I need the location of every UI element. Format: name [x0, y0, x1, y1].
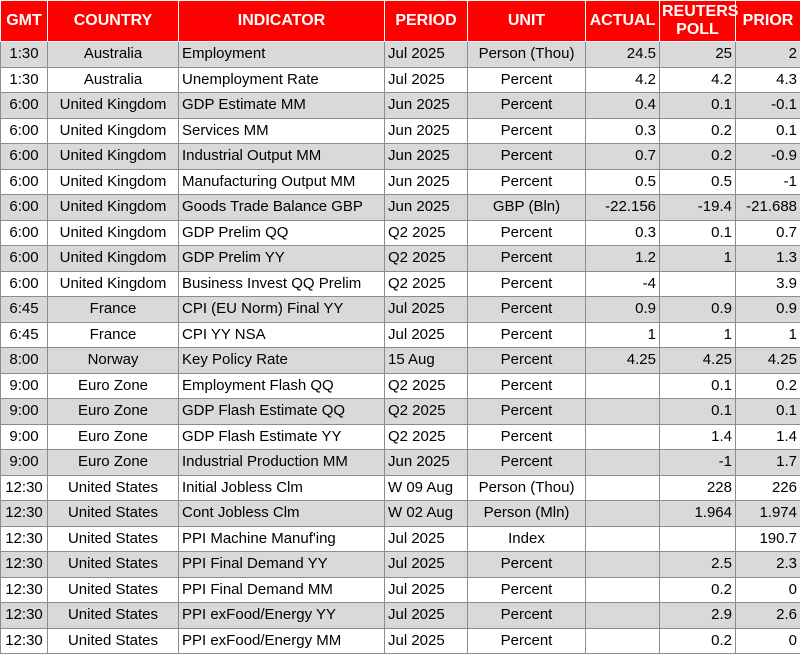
cell-gmt: 9:00 — [1, 373, 48, 399]
cell-unit: Percent — [468, 271, 586, 297]
cell-country: United States — [48, 603, 179, 629]
cell-reuters-poll: 1.4 — [660, 424, 736, 450]
cell-country: Euro Zone — [48, 450, 179, 476]
cell-indicator: CPI YY NSA — [179, 322, 385, 348]
cell-gmt: 6:00 — [1, 169, 48, 195]
cell-country: United States — [48, 475, 179, 501]
cell-country: United Kingdom — [48, 195, 179, 221]
table-row — [1, 271, 800, 297]
cell-country: Euro Zone — [48, 399, 179, 425]
cell-country: United Kingdom — [48, 169, 179, 195]
cell-country: United States — [48, 552, 179, 578]
cell-gmt: 6:00 — [1, 220, 48, 246]
cell-actual: -4 — [586, 271, 660, 297]
cell-prior: 4.3 — [736, 67, 800, 93]
cell-reuters-poll: 0.1 — [660, 373, 736, 399]
table-row — [1, 501, 800, 527]
cell-reuters-poll: 0.2 — [660, 144, 736, 170]
cell-country: Euro Zone — [48, 424, 179, 450]
cell-period: Jun 2025 — [385, 169, 468, 195]
table-row — [1, 628, 800, 654]
cell-reuters-poll: 1 — [660, 246, 736, 272]
cell-period: Jul 2025 — [385, 67, 468, 93]
table-body — [1, 42, 800, 654]
cell-indicator: PPI exFood/Energy YY — [179, 603, 385, 629]
cell-period: Jun 2025 — [385, 118, 468, 144]
cell-country: United States — [48, 501, 179, 527]
cell-reuters-poll: 0.2 — [660, 628, 736, 654]
header-prior: PRIOR — [736, 1, 800, 42]
cell-actual: 4.25 — [586, 348, 660, 374]
cell-period: Jul 2025 — [385, 297, 468, 323]
table-row — [1, 93, 800, 119]
cell-indicator: Industrial Output MM — [179, 144, 385, 170]
table-row — [1, 603, 800, 629]
cell-indicator: Goods Trade Balance GBP — [179, 195, 385, 221]
table-row — [1, 322, 800, 348]
cell-reuters-poll: 0.1 — [660, 399, 736, 425]
table-row — [1, 577, 800, 603]
cell-unit: GBP (Bln) — [468, 195, 586, 221]
cell-period: Jul 2025 — [385, 552, 468, 578]
cell-period: Jun 2025 — [385, 93, 468, 119]
cell-gmt: 12:30 — [1, 501, 48, 527]
cell-gmt: 6:00 — [1, 118, 48, 144]
cell-prior: 3.9 — [736, 271, 800, 297]
cell-gmt: 9:00 — [1, 399, 48, 425]
cell-reuters-poll: 0.5 — [660, 169, 736, 195]
cell-indicator: Employment Flash QQ — [179, 373, 385, 399]
cell-unit: Percent — [468, 297, 586, 323]
table-row — [1, 169, 800, 195]
table-row — [1, 246, 800, 272]
cell-unit: Person (Thou) — [468, 475, 586, 501]
cell-indicator: PPI Machine Manuf'ing — [179, 526, 385, 552]
cell-period: Jul 2025 — [385, 577, 468, 603]
cell-unit: Percent — [468, 169, 586, 195]
cell-actual — [586, 526, 660, 552]
header-actual: ACTUAL — [586, 1, 660, 42]
cell-prior: -0.1 — [736, 93, 800, 119]
cell-period: Q2 2025 — [385, 373, 468, 399]
cell-unit: Percent — [468, 220, 586, 246]
header-country: COUNTRY — [48, 1, 179, 42]
cell-country: United States — [48, 628, 179, 654]
cell-unit: Percent — [468, 348, 586, 374]
cell-reuters-poll: 228 — [660, 475, 736, 501]
cell-prior: 0.1 — [736, 118, 800, 144]
cell-reuters-poll: 4.25 — [660, 348, 736, 374]
cell-unit: Percent — [468, 450, 586, 476]
cell-reuters-poll: 0.2 — [660, 118, 736, 144]
cell-reuters-poll: 0.2 — [660, 577, 736, 603]
cell-actual — [586, 399, 660, 425]
cell-actual: 0.3 — [586, 118, 660, 144]
cell-country: Australia — [48, 42, 179, 68]
cell-actual: 0.3 — [586, 220, 660, 246]
cell-actual — [586, 450, 660, 476]
cell-prior: 2.6 — [736, 603, 800, 629]
cell-period: Q2 2025 — [385, 424, 468, 450]
cell-actual — [586, 373, 660, 399]
cell-actual: 1 — [586, 322, 660, 348]
cell-country: United Kingdom — [48, 271, 179, 297]
cell-period: Jun 2025 — [385, 144, 468, 170]
cell-reuters-poll: 2.9 — [660, 603, 736, 629]
cell-reuters-poll — [660, 271, 736, 297]
cell-indicator: GDP Prelim QQ — [179, 220, 385, 246]
cell-indicator: Industrial Production MM — [179, 450, 385, 476]
cell-country: Euro Zone — [48, 373, 179, 399]
cell-gmt: 12:30 — [1, 628, 48, 654]
cell-country: United Kingdom — [48, 220, 179, 246]
cell-gmt: 6:00 — [1, 246, 48, 272]
cell-reuters-poll: 25 — [660, 42, 736, 68]
header-reuters-poll-line1: REUTERS — [662, 3, 739, 20]
cell-prior: 0.2 — [736, 373, 800, 399]
cell-country: Norway — [48, 348, 179, 374]
cell-prior: 0 — [736, 577, 800, 603]
cell-country: United States — [48, 577, 179, 603]
table-row — [1, 220, 800, 246]
cell-unit: Person (Thou) — [468, 42, 586, 68]
cell-period: 15 Aug — [385, 348, 468, 374]
cell-country: Australia — [48, 67, 179, 93]
cell-reuters-poll: 0.1 — [660, 220, 736, 246]
header-gmt: GMT — [1, 1, 48, 42]
cell-reuters-poll: 1 — [660, 322, 736, 348]
cell-unit: Percent — [468, 93, 586, 119]
cell-indicator: GDP Flash Estimate QQ — [179, 399, 385, 425]
cell-gmt: 6:00 — [1, 144, 48, 170]
cell-indicator: GDP Estimate MM — [179, 93, 385, 119]
table-row — [1, 144, 800, 170]
table-row — [1, 42, 800, 68]
header-unit: UNIT — [468, 1, 586, 42]
cell-actual: 0.5 — [586, 169, 660, 195]
cell-unit: Percent — [468, 424, 586, 450]
header-reuters-poll-line2: POLL — [676, 21, 719, 38]
table-row — [1, 450, 800, 476]
cell-indicator: GDP Prelim YY — [179, 246, 385, 272]
cell-prior: 0.7 — [736, 220, 800, 246]
cell-country: United States — [48, 526, 179, 552]
cell-prior: 2 — [736, 42, 800, 68]
cell-reuters-poll: 4.2 — [660, 67, 736, 93]
cell-reuters-poll: 0.1 — [660, 93, 736, 119]
cell-unit: Percent — [468, 144, 586, 170]
cell-period: W 02 Aug — [385, 501, 468, 527]
cell-period: Jul 2025 — [385, 628, 468, 654]
table-row — [1, 195, 800, 221]
cell-period: Q2 2025 — [385, 220, 468, 246]
cell-prior: 1.3 — [736, 246, 800, 272]
cell-gmt: 6:45 — [1, 297, 48, 323]
cell-prior: 226 — [736, 475, 800, 501]
cell-gmt: 9:00 — [1, 424, 48, 450]
cell-actual: 24.5 — [586, 42, 660, 68]
header-period: PERIOD — [385, 1, 468, 42]
cell-period: Jul 2025 — [385, 526, 468, 552]
cell-actual: 4.2 — [586, 67, 660, 93]
cell-unit: Percent — [468, 322, 586, 348]
table-header — [1, 1, 800, 42]
cell-unit: Percent — [468, 628, 586, 654]
cell-prior: 1.974 — [736, 501, 800, 527]
cell-indicator: PPI exFood/Energy MM — [179, 628, 385, 654]
cell-actual — [586, 424, 660, 450]
table-row — [1, 373, 800, 399]
cell-country: United Kingdom — [48, 93, 179, 119]
cell-prior: 1.4 — [736, 424, 800, 450]
table-row — [1, 67, 800, 93]
cell-period: W 09 Aug — [385, 475, 468, 501]
cell-actual — [586, 475, 660, 501]
cell-actual — [586, 501, 660, 527]
cell-period: Jun 2025 — [385, 450, 468, 476]
cell-actual — [586, 628, 660, 654]
cell-reuters-poll: 2.5 — [660, 552, 736, 578]
table-row — [1, 552, 800, 578]
cell-gmt: 6:00 — [1, 271, 48, 297]
cell-unit: Percent — [468, 118, 586, 144]
cell-indicator: PPI Final Demand YY — [179, 552, 385, 578]
header-row — [1, 1, 800, 42]
header-reuters-poll — [660, 1, 739, 42]
cell-country: United Kingdom — [48, 144, 179, 170]
cell-prior: 190.7 — [736, 526, 800, 552]
header-indicator: INDICATOR — [179, 1, 385, 42]
cell-unit: Percent — [468, 577, 586, 603]
cell-prior: -21.688 — [736, 195, 800, 221]
cell-prior: 0 — [736, 628, 800, 654]
cell-actual: 1.2 — [586, 246, 660, 272]
cell-indicator: GDP Flash Estimate YY — [179, 424, 385, 450]
cell-actual: 0.9 — [586, 297, 660, 323]
cell-prior: 0.9 — [736, 297, 800, 323]
cell-reuters-poll — [660, 526, 736, 552]
cell-actual: 0.7 — [586, 144, 660, 170]
cell-prior: -0.9 — [736, 144, 800, 170]
cell-gmt: 8:00 — [1, 348, 48, 374]
cell-unit: Percent — [468, 246, 586, 272]
cell-period: Jul 2025 — [385, 42, 468, 68]
cell-actual: 0.4 — [586, 93, 660, 119]
cell-gmt: 1:30 — [1, 67, 48, 93]
cell-indicator: Initial Jobless Clm — [179, 475, 385, 501]
cell-reuters-poll: -1 — [660, 450, 736, 476]
cell-unit: Percent — [468, 399, 586, 425]
cell-indicator: Unemployment Rate — [179, 67, 385, 93]
cell-gmt: 12:30 — [1, 475, 48, 501]
cell-country: France — [48, 322, 179, 348]
cell-period: Q2 2025 — [385, 246, 468, 272]
cell-prior: -1 — [736, 169, 800, 195]
cell-gmt: 12:30 — [1, 526, 48, 552]
cell-unit: Percent — [468, 552, 586, 578]
cell-prior: 0.1 — [736, 399, 800, 425]
cell-gmt: 6:00 — [1, 195, 48, 221]
cell-gmt: 9:00 — [1, 450, 48, 476]
cell-reuters-poll: 0.9 — [660, 297, 736, 323]
cell-indicator: Services MM — [179, 118, 385, 144]
cell-prior: 1.7 — [736, 450, 800, 476]
cell-unit: Person (Mln) — [468, 501, 586, 527]
cell-unit: Index — [468, 526, 586, 552]
cell-gmt: 6:00 — [1, 93, 48, 119]
cell-indicator: Manufacturing Output MM — [179, 169, 385, 195]
cell-indicator: Business Invest QQ Prelim — [179, 271, 385, 297]
table-row — [1, 399, 800, 425]
cell-actual: -22.156 — [586, 195, 660, 221]
table-row — [1, 526, 800, 552]
cell-gmt: 1:30 — [1, 42, 48, 68]
cell-prior: 1 — [736, 322, 800, 348]
cell-reuters-poll: -19.4 — [660, 195, 736, 221]
cell-indicator: CPI (EU Norm) Final YY — [179, 297, 385, 323]
table-row — [1, 348, 800, 374]
cell-reuters-poll: 1.964 — [660, 501, 736, 527]
table-row — [1, 424, 800, 450]
cell-gmt: 6:45 — [1, 322, 48, 348]
cell-gmt: 12:30 — [1, 552, 48, 578]
cell-unit: Percent — [468, 603, 586, 629]
cell-unit: Percent — [468, 373, 586, 399]
table-row — [1, 118, 800, 144]
cell-period: Q2 2025 — [385, 399, 468, 425]
cell-prior: 4.25 — [736, 348, 800, 374]
cell-actual — [586, 577, 660, 603]
cell-unit: Percent — [468, 67, 586, 93]
cell-period: Q2 2025 — [385, 271, 468, 297]
cell-period: Jun 2025 — [385, 195, 468, 221]
cell-period: Jul 2025 — [385, 322, 468, 348]
cell-actual — [586, 552, 660, 578]
cell-period: Jul 2025 — [385, 603, 468, 629]
cell-indicator: Key Policy Rate — [179, 348, 385, 374]
cell-country: United Kingdom — [48, 246, 179, 272]
table-row — [1, 297, 800, 323]
cell-gmt: 12:30 — [1, 577, 48, 603]
cell-prior: 2.3 — [736, 552, 800, 578]
cell-actual — [586, 603, 660, 629]
cell-indicator: Employment — [179, 42, 385, 68]
table-row — [1, 475, 800, 501]
cell-indicator: PPI Final Demand MM — [179, 577, 385, 603]
cell-country: United Kingdom — [48, 118, 179, 144]
cell-gmt: 12:30 — [1, 603, 48, 629]
cell-country: France — [48, 297, 179, 323]
cell-indicator: Cont Jobless Clm — [179, 501, 385, 527]
